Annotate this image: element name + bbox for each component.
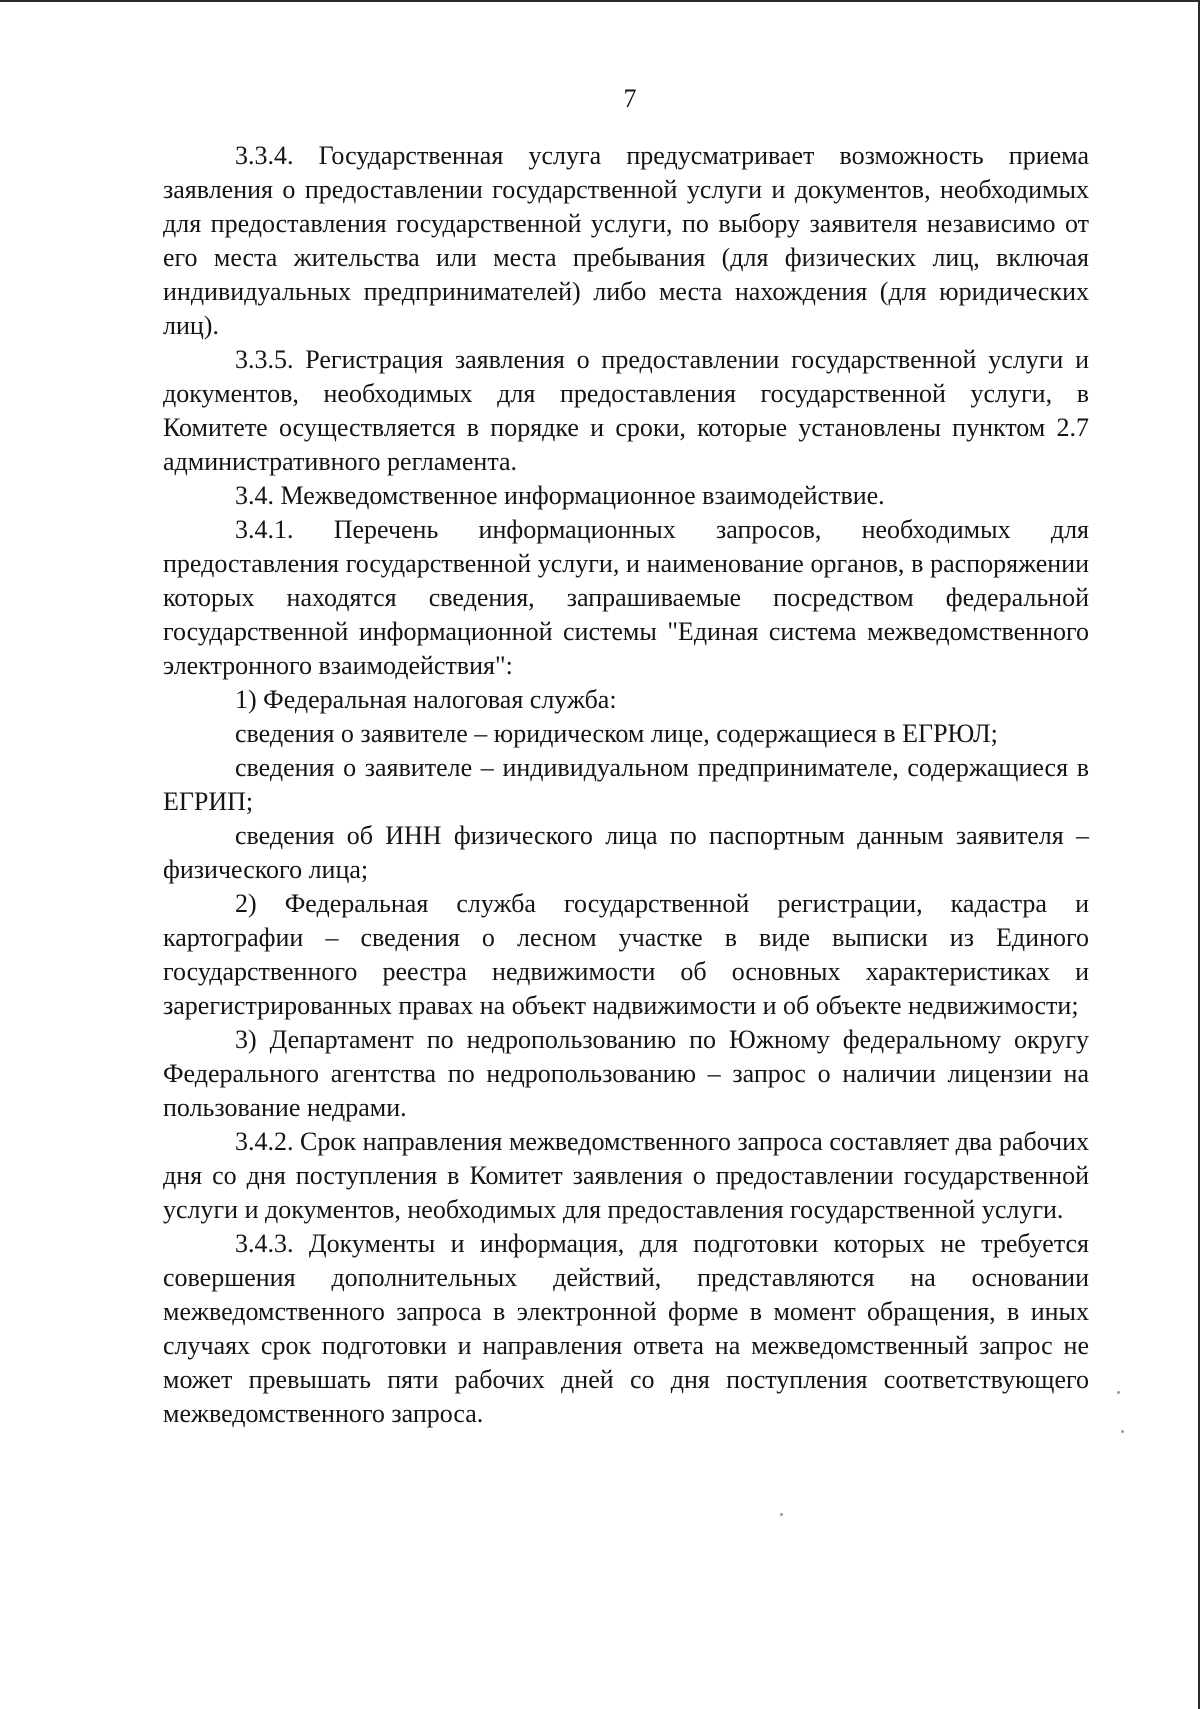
tax-item-egrul: сведения о заявителе – юридическом лице, содержащиеся в ЕГРЮЛ; — [235, 719, 998, 748]
list-item-nedra-department: 3) Департамент по недропользованию по Южному федеральному округу Федерального агентства по недропользованию – запрос о наличии лицензии на пользование недрами. — [163, 1025, 1089, 1122]
list-item-tax-service: 1) Федеральная налоговая служба: — [235, 685, 617, 714]
paragraph-3-4-heading: 3.4. Межведомственное информационное взаимодействие. — [235, 481, 885, 510]
scan-speck — [1121, 1430, 1124, 1433]
tax-item-inn: сведения об ИНН физического лица по паспортным данным заявителя – физического лица; — [163, 821, 1089, 884]
document-body — [163, 139, 1089, 1431]
paragraph-3-3-5: 3.3.5. Регистрация заявления о предоставлении государственной услуги и документов, необходимых для предоставления государственной услуги, в Комитете осуществляется в порядке и сроки, которые установлены пунктом 2.7 административного регламента. — [163, 345, 1089, 476]
paragraph-3-4-2: 3.4.2. Срок направления межведомственного запроса составляет два рабочих дня со дня поступления в Комитет заявления о предоставлении государственной услуги и документов, необходимых для предоставления государственной услуги. — [163, 1127, 1089, 1224]
paragraph-3-3-4: 3.3.4. Государственная услуга предусматривает возможность приема заявления о предоставлении государственной услуги и документов, необходимых для предоставления государственной услуги, по выбору заявителя независимо от его места жительства или места пребывания (для физических лиц, включая индивидуальных предпринимателей) либо места нахождения (для юридических лиц). — [163, 141, 1089, 340]
scan-speck — [1117, 1391, 1120, 1394]
scan-speck — [780, 1513, 783, 1516]
tax-item-egrip: сведения о заявителе – индивидуальном предпринимателе, содержащиеся в ЕГРИП; — [163, 753, 1089, 816]
paragraph-3-4-3: 3.4.3. Документы и информация, для подготовки которых не требуется совершения дополнительных действий, представляются на основании межведомственного запроса в электронной форме в момент обращения, в иных случаях срок подготовки и направления ответа на межведомственный запрос не может превышать пяти рабочих дней со дня поступления соответствующего межведомственного запроса. — [163, 1229, 1089, 1428]
list-item-rosreestr: 2) Федеральная служба государственной регистрации, кадастра и картографии – сведения о лесном участке в виде выписки из Единого государственного реестра недвижимости об основных характеристиках и зарегистрированных правах на объект надвижимости и об объекте недвижимости; — [163, 889, 1089, 1020]
paragraph-3-4-1: 3.4.1. Перечень информационных запросов, необходимых для предоставления государственной услуги, и наименование органов, в распоряжении которых находятся сведения, запрашиваемые посредством федеральной государственной информационной системы "Единая система межведомственного электронного взаимодействия": — [163, 515, 1089, 680]
page-number: 7 — [623, 84, 637, 113]
scan-edge-top — [0, 0, 1200, 2]
